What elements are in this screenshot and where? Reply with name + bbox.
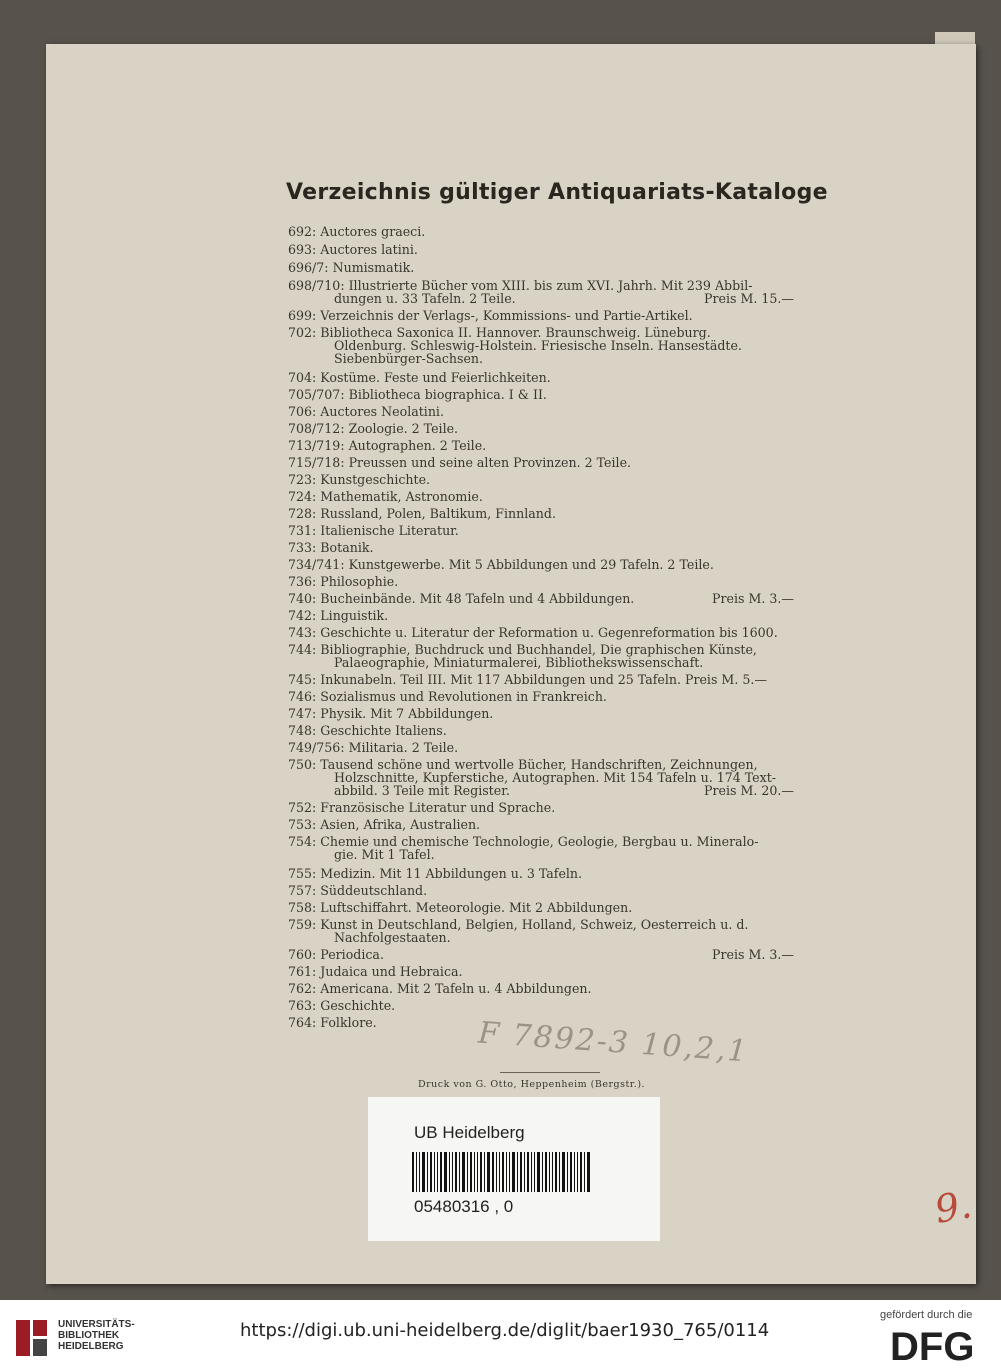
catalogue-entry [288, 524, 794, 537]
entry-number: 752: [288, 800, 317, 815]
catalogue-entry [288, 592, 794, 605]
barcode-bar [537, 1152, 540, 1192]
funding-caption: gefördert durch die [880, 1309, 973, 1321]
entry-text-line: Physik. Mit 7 Abbildungen. [320, 706, 494, 721]
catalogue-entry [288, 982, 794, 995]
catalogue-entry [288, 948, 794, 961]
catalogue-entry [288, 835, 794, 861]
entry-text-line: Bucheinbände. Mit 48 Tafeln und 4 Abbildungen. [320, 591, 635, 606]
entry-text-line: Periodica. [320, 947, 384, 962]
entry-number: 760: [288, 947, 317, 962]
barcode-bar [512, 1152, 515, 1192]
barcode-bar [449, 1152, 450, 1192]
entry-text-line: Holzschnitte, Kupferstiche, Autographen. Mit 154 Tafeln u. 174 Text- [334, 770, 777, 785]
entry-text-line: Sozialismus und Revolutionen in Frankreich. [320, 689, 607, 704]
entry-text-line: Geschichte Italiens. [320, 723, 447, 738]
barcode-bar [531, 1152, 532, 1192]
barcode-bar [574, 1152, 575, 1192]
catalogue-entry [288, 279, 794, 305]
entry-text-line: dungen u. 33 Tafeln. 2 Teile. [334, 291, 516, 306]
dfg-logo-icon[interactable] [888, 1324, 988, 1364]
entry-text-line: Numismatik. [332, 260, 415, 275]
barcode-bar [542, 1152, 543, 1192]
barcode-bar [506, 1152, 507, 1192]
entry-text-line: Bibliotheca Saxonica II. Hannover. Braunschweig. Lüneburg. [320, 325, 711, 340]
catalogue-entry [288, 558, 794, 571]
entry-text-line: Verzeichnis der Verlags-, Kommissions- und Partie-Artikel. [320, 308, 693, 323]
institution-name[interactable] [58, 1319, 135, 1352]
entry-price: Preis M. 3.— [712, 947, 794, 962]
entry-number: 758: [288, 900, 317, 915]
entry-number: 747: [288, 706, 317, 721]
entry-number: 713/719: [288, 438, 345, 453]
entry-number: 724: [288, 489, 317, 504]
barcode-bar [462, 1152, 465, 1192]
entry-number: 705/707: [288, 387, 345, 402]
catalogue-entry [288, 801, 794, 814]
barcode-bar [492, 1152, 494, 1192]
entry-number: 763: [288, 998, 317, 1013]
barcode-bar [580, 1152, 582, 1192]
catalogue-entry [288, 758, 794, 797]
catalogue-entry [288, 741, 794, 754]
entry-text-line: Siebenbürger-Sachsen. [334, 351, 484, 366]
barcode-bar [524, 1152, 525, 1192]
barcode-bar [562, 1152, 565, 1192]
entry-number: 715/718: [288, 455, 345, 470]
entry-text-line: Kunstgewerbe. Mit 5 Abbildungen und 29 Tafeln. 2 Teile. [348, 557, 714, 572]
entry-number: 750: [288, 757, 317, 772]
entry-text-line: Palaeographie, Miniaturmalerei, Bibliothekswissenschaft. [334, 655, 704, 670]
entry-text-line: abbild. 3 Teile mit Register. [334, 783, 510, 798]
entry-text-line: Linguistik. [320, 608, 389, 623]
entry-text-line: Französische Literatur und Sprache. [320, 800, 556, 815]
entry-number: 693: [288, 242, 317, 257]
entry-number: 762: [288, 981, 317, 996]
barcode-bar [452, 1152, 453, 1192]
entry-text-line: Nachfolgestaaten. [334, 930, 451, 945]
catalogue-entry [288, 326, 794, 365]
catalogue-entry [288, 673, 794, 686]
barcode-bar [520, 1152, 522, 1192]
barcode-bar [496, 1152, 497, 1192]
entry-number: 696/7: [288, 260, 329, 275]
catalogue-entry [288, 818, 794, 831]
catalogue-entry [288, 609, 794, 622]
entry-number: 733: [288, 540, 317, 555]
institution-line: BIBLIOTHEK [58, 1330, 120, 1341]
entry-text-line: Luftschiffahrt. Meteorologie. Mit 2 Abbildungen. [320, 900, 633, 915]
catalogue-entry [288, 643, 794, 669]
entry-price: Preis M. 20.— [704, 783, 794, 798]
institution-line: HEIDELBERG [58, 1341, 124, 1352]
catalogue-entry [288, 707, 794, 720]
catalogue-entry [288, 575, 794, 588]
barcode-bar [502, 1152, 504, 1192]
catalogue-entry [288, 690, 794, 703]
entry-number: 754: [288, 834, 317, 849]
barcode-bar [517, 1152, 518, 1192]
catalogue-entry [288, 405, 794, 418]
barcode-icon [412, 1152, 616, 1192]
university-library-logo-icon[interactable] [14, 1318, 50, 1358]
entry-number: 736: [288, 574, 317, 589]
barcode-bar [416, 1152, 417, 1192]
entry-text-line: Folklore. [320, 1015, 377, 1030]
barcode-bar [470, 1152, 472, 1192]
dfg-logo-text: DFG [890, 1325, 975, 1364]
entry-number: 744: [288, 642, 317, 657]
catalogue-entry [288, 439, 794, 452]
barcode-bar [480, 1152, 482, 1192]
entry-price: Preis M. 3.— [712, 591, 794, 606]
barcode-bar [552, 1152, 553, 1192]
barcode-bar [440, 1152, 442, 1192]
barcode-bar [559, 1152, 560, 1192]
catalogue-entry [288, 884, 794, 897]
catalogue-entry [288, 388, 794, 401]
barcode-bar [444, 1152, 447, 1192]
entry-text-line: Militaria. 2 Teile. [348, 740, 459, 755]
entry-number: 731: [288, 523, 317, 538]
entry-number: 698/710: [288, 278, 345, 293]
barcode-bar [437, 1152, 438, 1192]
barcode-bar [477, 1152, 478, 1192]
catalogue-entry [288, 422, 794, 435]
entry-text-line: Tausend schöne und wertvolle Bücher, Handschriften, Zeichnungen, [320, 757, 758, 772]
barcode-bar [577, 1152, 578, 1192]
barcode-bar [527, 1152, 529, 1192]
barcode-bar [430, 1152, 432, 1192]
catalogue-entry [288, 901, 794, 914]
entry-number: 692: [288, 224, 317, 239]
catalogue-entry [288, 371, 794, 384]
entry-text-line: Autographen. 2 Teile. [348, 438, 487, 453]
entry-text-line: Bibliographie, Buchdruck und Buchhandel, Die graphischen Künste, [320, 642, 757, 657]
barcode-bar [567, 1152, 568, 1192]
entry-text-line: Russland, Polen, Baltikum, Finnland. [320, 506, 556, 521]
catalogue-entry [288, 507, 794, 520]
entry-number: 748: [288, 723, 317, 738]
catalogue-entry [288, 918, 794, 944]
pencil-mark: 9. [931, 1182, 975, 1232]
barcode-bar [419, 1152, 420, 1192]
label-barcode-number: 05480316 , 0 [414, 1197, 514, 1216]
catalogue-entry [288, 867, 794, 880]
entry-number: 761: [288, 964, 317, 979]
entry-number: 755: [288, 866, 317, 881]
entry-number: 723: [288, 472, 317, 487]
catalogue-entry [288, 626, 794, 639]
entry-text-line: Süddeutschland. [320, 883, 428, 898]
catalogue-entry [288, 456, 794, 469]
catalogue-entry [288, 225, 794, 238]
entry-text-line: Geschichte. [320, 998, 396, 1013]
viewer-footer [0, 1300, 1001, 1372]
barcode-bar [484, 1152, 485, 1192]
barcode-bar [422, 1152, 425, 1192]
catalogue-entry [288, 473, 794, 486]
entry-text-line: Oldenburg. Schleswig-Holstein. Friesische Inseln. Hansestädte. [334, 338, 742, 353]
entry-number: 706: [288, 404, 317, 419]
barcode-bar [534, 1152, 535, 1192]
barcode-bar [474, 1152, 475, 1192]
catalogue-entry [288, 541, 794, 554]
barcode-bar [509, 1152, 510, 1192]
entry-text-line: gie. Mit 1 Tafel. [334, 847, 435, 862]
entry-text-line: Inkunabeln. Teil III. Mit 117 Abbildungen und 25 Tafeln. Preis M. 5.— [320, 672, 767, 687]
permalink-url[interactable]: https://digi.ub.uni-heidelberg.de/diglit/baer1930_765/0114 [240, 1320, 770, 1341]
library-label [368, 1097, 660, 1241]
printer-imprint: Druck von G. Otto, Heppenheim (Bergstr.). [418, 1079, 646, 1090]
entry-text-line: Italienische Literatur. [320, 523, 459, 538]
barcode-bar [467, 1152, 468, 1192]
barcode-bar [459, 1152, 460, 1192]
entry-text-line: Kunst in Deutschland, Belgien, Holland, Schweiz, Oesterreich u. d. [320, 917, 749, 932]
barcode-bar [545, 1152, 547, 1192]
barcode-bar [549, 1152, 550, 1192]
entry-number: 746: [288, 689, 317, 704]
barcode-bar [584, 1152, 585, 1192]
entry-number: 749/756: [288, 740, 345, 755]
entry-text-line: Preussen und seine alten Provinzen. 2 Teile. [348, 455, 632, 470]
catalogue-entry [288, 490, 794, 503]
entry-number: 704: [288, 370, 317, 385]
entry-text-line: Medizin. Mit 11 Abbildungen u. 3 Tafeln. [320, 866, 583, 881]
entry-text-line: Kostüme. Feste und Feierlichkeiten. [320, 370, 551, 385]
entry-text-line: Zoologie. 2 Teile. [348, 421, 459, 436]
entry-text-line: Geschichte u. Literatur der Reformation u. Gegenreformation bis 1600. [320, 625, 778, 640]
entry-number: 708/712: [288, 421, 345, 436]
catalogue-entry [288, 243, 794, 256]
entry-number: 759: [288, 917, 317, 932]
entry-text-line: Bibliotheca biographica. I & II. [348, 387, 547, 402]
entry-text-line: Botanik. [320, 540, 374, 555]
catalogue-entry [288, 261, 794, 274]
entry-text-line: Americana. Mit 2 Tafeln u. 4 Abbildungen. [320, 981, 592, 996]
entry-price: Preis M. 15.— [704, 291, 794, 306]
barcode-bar [499, 1152, 500, 1192]
barcode-bar [455, 1152, 457, 1192]
entry-text-line: Mathematik, Astronomie. [320, 489, 483, 504]
page-title: Verzeichnis gültiger Antiquariats-Kataloge [286, 180, 828, 205]
entry-number: 757: [288, 883, 317, 898]
entry-number: 702: [288, 325, 317, 340]
entry-number: 745: [288, 672, 317, 687]
handwritten-shelfmark: F 7892-3 10,2,1 [477, 1015, 750, 1070]
entry-number: 734/741: [288, 557, 345, 572]
entry-number: 742: [288, 608, 317, 623]
entry-number: 740: [288, 591, 317, 606]
entry-number: 764: [288, 1015, 317, 1030]
barcode-bar [570, 1152, 572, 1192]
entry-text-line: Auctores graeci. [320, 224, 426, 239]
entry-number: 728: [288, 506, 317, 521]
barcode-bar [487, 1152, 490, 1192]
catalogue-entry [288, 999, 794, 1012]
catalogue-entry [288, 965, 794, 978]
barcode-bar [555, 1152, 557, 1192]
entry-number: 753: [288, 817, 317, 832]
entry-text-line: Kunstgeschichte. [320, 472, 431, 487]
entry-text-line: Chemie und chemische Technologie, Geologie, Bergbau u. Mineralo- [320, 834, 759, 849]
printer-rule [500, 1072, 600, 1073]
catalogue-entry [288, 309, 794, 322]
barcode-bar [412, 1152, 414, 1192]
entry-text-line: Philosophie. [320, 574, 399, 589]
entry-text-line: Illustrierte Bücher vom XIII. bis zum XVI. Jahrh. Mit 239 Abbil- [348, 278, 753, 293]
entry-text-line: Auctores latini. [320, 242, 418, 257]
entry-text-line: Auctores Neolatini. [320, 404, 444, 419]
barcode-bar [587, 1152, 590, 1192]
entry-number: 699: [288, 308, 317, 323]
institution-line: UNIVERSITÄTS- [58, 1319, 135, 1330]
entry-number: 743: [288, 625, 317, 640]
entry-text-line: Judaica und Hebraica. [320, 964, 463, 979]
barcode-bar [434, 1152, 435, 1192]
entry-text-line: Asien, Afrika, Australien. [320, 817, 481, 832]
catalogue-entry [288, 724, 794, 737]
label-library-name: UB Heidelberg [414, 1123, 525, 1142]
barcode-bar [427, 1152, 428, 1192]
